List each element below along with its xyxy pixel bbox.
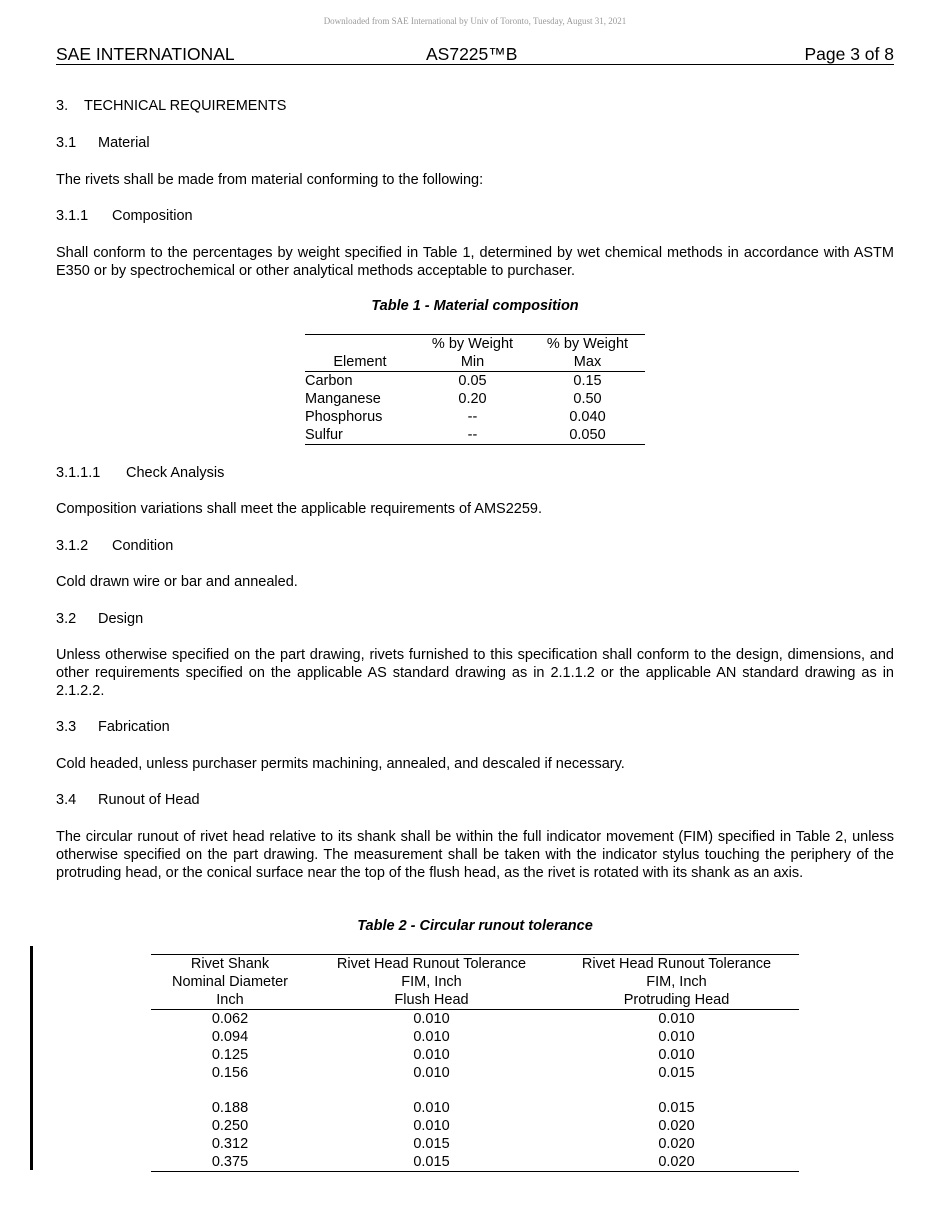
cell-max: 0.15	[573, 373, 602, 389]
section-number: 3.1.1	[56, 208, 89, 224]
table-row	[151, 1046, 799, 1064]
cell-flush: 0.015	[413, 1136, 450, 1152]
header-doc-id: AS7225™B	[426, 44, 518, 64]
cell-protruding: 0.015	[658, 1065, 695, 1081]
cell-protruding: 0.010	[658, 1011, 695, 1027]
cell-diameter: 0.062	[211, 1011, 249, 1027]
cell-flush: 0.010	[413, 1100, 450, 1116]
paragraph-3-3: Cold headed, unless purchaser permits machining, annealed, and descaled if necessary.	[56, 756, 625, 772]
table-row	[305, 408, 645, 426]
cell-element: Phosphorus	[305, 409, 383, 425]
cell-diameter: 0.312	[211, 1136, 249, 1152]
table-row	[151, 1117, 799, 1135]
col-header: % by Weight	[431, 336, 514, 352]
cell-element: Carbon	[305, 373, 353, 389]
cell-diameter: 0.156	[211, 1065, 249, 1081]
table-row	[151, 1010, 799, 1029]
table-row	[151, 1099, 799, 1117]
col-header: Nominal Diameter	[171, 974, 289, 990]
cell-protruding: 0.020	[658, 1136, 695, 1152]
page-header	[56, 44, 894, 65]
section-number: 3.	[56, 98, 69, 114]
table-row	[305, 372, 645, 391]
section-number: 3.1	[56, 135, 77, 151]
paragraph-3-1-2: Cold drawn wire or bar and annealed.	[56, 574, 298, 590]
cell-diameter: 0.188	[211, 1100, 249, 1116]
section-3-1-2-heading	[56, 537, 894, 555]
cell-diameter: 0.375	[211, 1154, 249, 1170]
cell-max: 0.040	[569, 409, 606, 425]
download-watermark: Downloaded from SAE International by Univ of Toronto, Tuesday, August 31, 2021	[323, 16, 627, 26]
section-title: TECHNICAL REQUIREMENTS	[84, 98, 287, 114]
table-spacer-row	[151, 1082, 799, 1099]
col-header-max: Max	[530, 353, 645, 372]
cell-diameter: 0.094	[211, 1029, 249, 1045]
table-row	[151, 1153, 799, 1172]
cell-protruding: 0.010	[658, 1029, 695, 1045]
section-3-1-1-heading	[56, 207, 894, 225]
cell-flush: 0.010	[413, 1047, 450, 1063]
section-3-2-heading	[56, 610, 894, 628]
table-2-caption: Table 2 - Circular runout tolerance	[357, 918, 593, 934]
section-number: 3.4	[56, 792, 77, 808]
section-number: 3.2	[56, 611, 77, 627]
paragraph-3-1-1-1: Composition variations shall meet the applicable requirements of AMS2259.	[56, 501, 543, 517]
col-header: FIM, Inch	[646, 974, 707, 990]
section-3-4-heading	[56, 791, 894, 809]
section-number: 3.1.2	[56, 538, 89, 554]
section-3-1-1-1-heading	[56, 464, 894, 482]
table-row	[151, 1028, 799, 1046]
section-title: Composition	[112, 208, 193, 224]
cell-element: Sulfur	[305, 427, 343, 443]
cell-flush: 0.010	[413, 1065, 450, 1081]
section-number: 3.1.1.1	[56, 465, 101, 481]
cell-min: --	[467, 409, 478, 425]
cell-flush: 0.015	[413, 1154, 450, 1170]
revision-change-bar	[30, 946, 33, 1170]
col-header: Rivet Shank	[190, 956, 270, 972]
col-header: FIM, Inch	[401, 974, 462, 990]
cell-max: 0.050	[569, 427, 606, 443]
col-header-flush-head: Flush Head	[309, 991, 554, 1010]
table-1-material-composition	[305, 334, 645, 445]
cell-protruding: 0.015	[658, 1100, 695, 1116]
cell-flush: 0.010	[413, 1011, 450, 1027]
section-number: 3.3	[56, 719, 77, 735]
section-3-1-heading	[56, 134, 894, 152]
col-header-diameter: Inch	[151, 991, 309, 1010]
cell-diameter: 0.125	[211, 1047, 249, 1063]
paragraph-3-2: Unless otherwise specified on the part drawing, rivets furnished to this specification shall conform to the design, dimensions, and other requirements specified on the applicable AS standard drawing as in 2.1.1.2 or the applicable AN standard drawing as in 2.1.2.2.	[56, 647, 894, 699]
cell-flush: 0.010	[413, 1029, 450, 1045]
col-header: % by Weight	[546, 336, 629, 352]
table-row	[305, 426, 645, 445]
col-header-protruding-head: Protruding Head	[554, 991, 799, 1010]
col-header: Rivet Head Runout Tolerance	[581, 956, 772, 972]
cell-min: --	[467, 427, 478, 443]
paragraph-3-4: The circular runout of rivet head relative to its shank shall be within the full indicator movement (FIM) specified in Table 2, unless otherwise specified on the part drawing. The measurement shall be taken with the indicator stylus touching the periphery of the protruding head, or the conical surface near the top of the flush head, as the rivet is rotated with its shank as an axis.	[56, 829, 894, 881]
col-header-element: Element	[305, 353, 415, 372]
cell-protruding: 0.010	[658, 1047, 695, 1063]
section-3-3-heading	[56, 718, 894, 736]
cell-min: 0.05	[458, 373, 487, 389]
cell-max: 0.50	[573, 391, 602, 407]
section-title: Design	[98, 611, 144, 627]
col-header-min: Min	[415, 353, 530, 372]
col-header: Rivet Head Runout Tolerance	[336, 956, 527, 972]
section-title: Runout of Head	[98, 792, 200, 808]
cell-protruding: 0.020	[658, 1154, 695, 1170]
cell-element: Manganese	[305, 391, 381, 407]
cell-protruding: 0.020	[658, 1118, 695, 1134]
paragraph-3-1: The rivets shall be made from material conforming to the following:	[56, 172, 484, 188]
paragraph-3-1-1: Shall conform to the percentages by weight specified in Table 1, determined by wet chemical methods in accordance with ASTM E350 or by spectrochemical or other analytical methods acceptable to purchaser.	[56, 245, 894, 279]
section-title: Material	[98, 135, 150, 151]
table-row	[305, 390, 645, 408]
cell-min: 0.20	[458, 391, 487, 407]
section-title: Fabrication	[98, 719, 170, 735]
section-title: Check Analysis	[126, 465, 225, 481]
table-2-circular-runout-tolerance	[151, 954, 799, 1172]
section-title: Condition	[112, 538, 174, 554]
header-org: SAE INTERNATIONAL	[56, 44, 235, 64]
table-1-caption: Table 1 - Material composition	[371, 298, 579, 314]
table-row	[151, 1135, 799, 1153]
cell-flush: 0.010	[413, 1118, 450, 1134]
cell-diameter: 0.250	[211, 1118, 249, 1134]
table-row	[151, 1064, 799, 1082]
section-3-heading	[56, 97, 894, 115]
header-page-number: Page 3 of 8	[804, 44, 894, 64]
